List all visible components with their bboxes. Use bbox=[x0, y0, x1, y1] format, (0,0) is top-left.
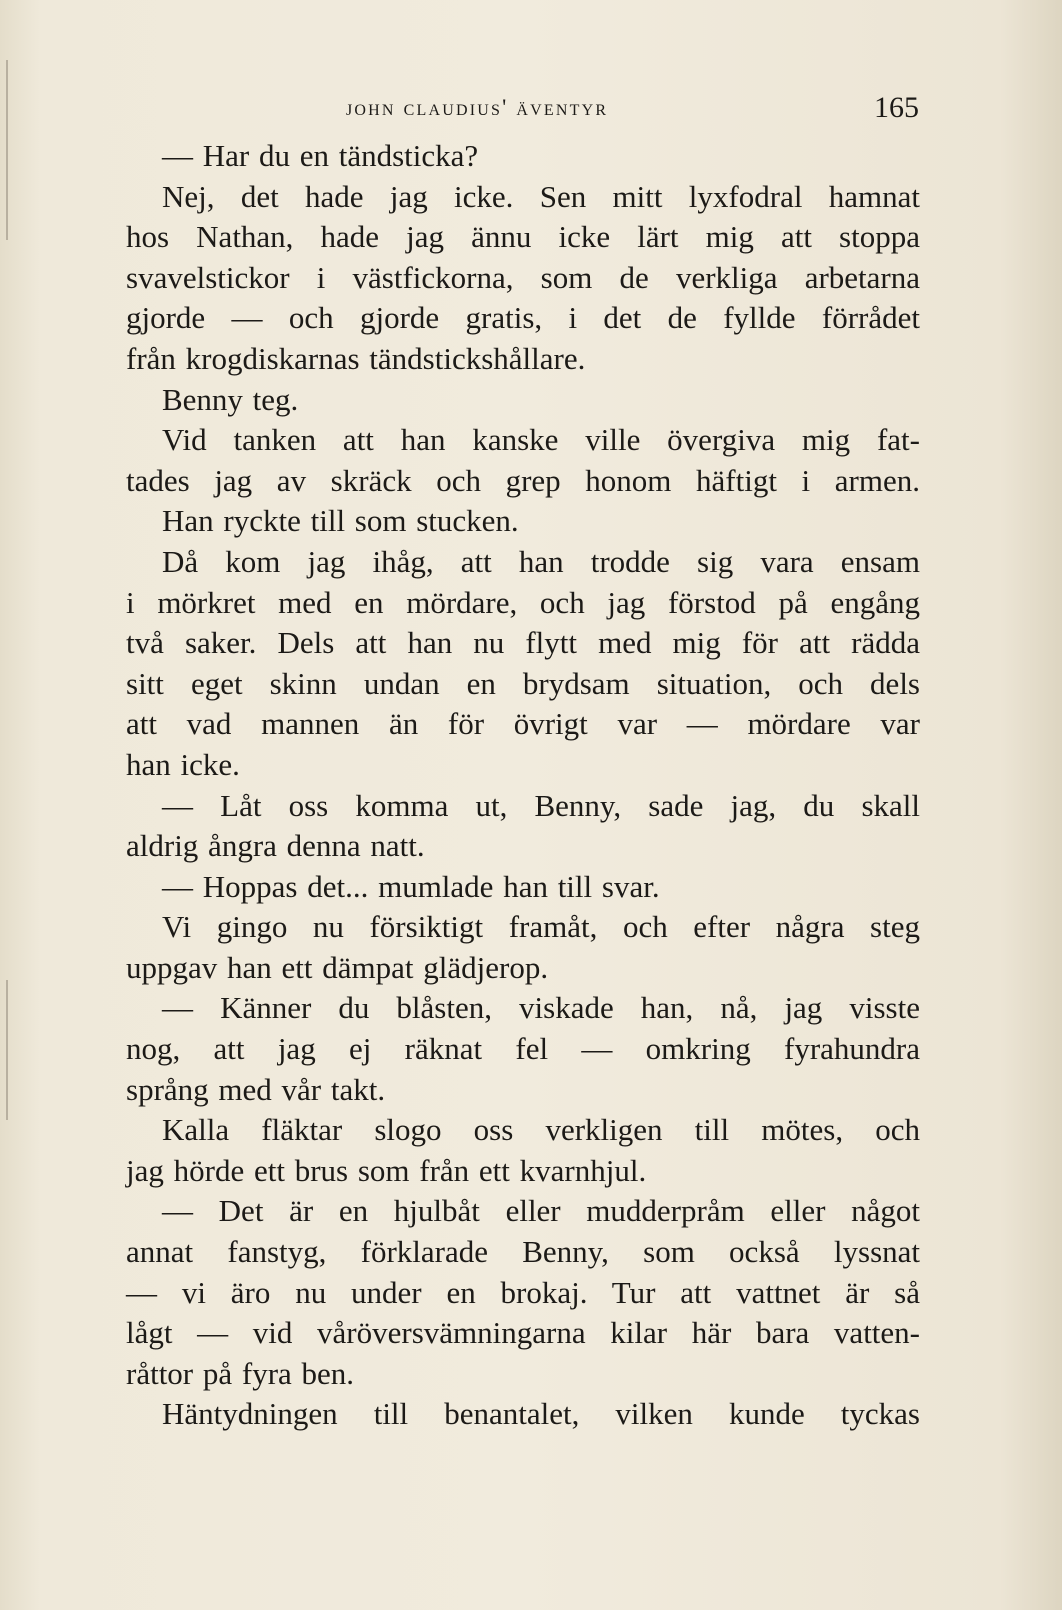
text-line: från krogdiskarnas tändstickshållare. bbox=[126, 340, 586, 376]
page-edge-shadow bbox=[6, 60, 8, 240]
text-line: Han ryckte till som stucken. bbox=[162, 503, 519, 539]
text-line: Då kom jag ihåg, att han trodde sig vara ensam bbox=[162, 543, 920, 579]
text-line: hos Nathan, hade jag ännu icke lärt mig att stoppa bbox=[126, 219, 920, 255]
text-line: tades jag av skräck och grep honom häftigt i armen. bbox=[126, 462, 920, 498]
body-text bbox=[126, 136, 920, 1435]
text-line: — Har du en tändsticka? bbox=[162, 138, 479, 173]
text-line: annat fanstyg, förklarade Benny, som också lyssnat bbox=[126, 1234, 920, 1270]
text-line: han icke. bbox=[126, 746, 240, 782]
text-line: — Hoppas det... mumlade han till svar. bbox=[162, 868, 660, 904]
page-number: 165 bbox=[874, 91, 919, 124]
text-line: sitt eget skinn undan en brydsam situation, och dels bbox=[126, 665, 920, 701]
text-line: Häntydningen till benantalet, vilken kunde tyckas bbox=[162, 1396, 920, 1432]
text-line: Kalla fläktar slogo oss verkligen till mötes, och bbox=[162, 1112, 920, 1148]
page-edge-shadow bbox=[6, 980, 8, 1120]
text-line: nog, att jag ej räknat fel — omkring fyrahundra bbox=[126, 1031, 920, 1067]
text-line: — vi äro nu under en brokaj. Tur att vattnet är så bbox=[126, 1274, 920, 1310]
text-line: svavelstickor i västfickorna, som de verkliga arbetarna bbox=[126, 259, 920, 295]
text-line: två saker. Dels att han nu flytt med mig för att rädda bbox=[126, 625, 920, 661]
text-line: att vad mannen än för övrigt var — mördare var bbox=[126, 706, 920, 742]
text-line: Vid tanken att han kanske ville övergiva mig fat- bbox=[162, 422, 920, 458]
text-line: råttor på fyra ben. bbox=[126, 1355, 355, 1391]
text-line: Benny teg. bbox=[162, 381, 299, 417]
text-line: i mörkret med en mördare, och jag förstod på engång bbox=[126, 584, 920, 620]
text-line: — Känner du blåsten, viskade han, nå, jag visste bbox=[162, 990, 920, 1026]
text-line: aldrig ångra denna natt. bbox=[126, 828, 425, 864]
text-line: språng med vår takt. bbox=[126, 1071, 386, 1107]
page-header bbox=[0, 88, 1062, 128]
text-line: Nej, det hade jag icke. Sen mitt lyxfodral hamnat bbox=[162, 178, 920, 214]
text-line: lågt — vid våröversvämningarna kilar här bara vatten- bbox=[126, 1315, 920, 1351]
text-line: Vi gingo nu försiktigt framåt, och efter några steg bbox=[162, 909, 920, 945]
text-line: — Det är en hjulbåt eller mudderpråm eller något bbox=[162, 1193, 920, 1229]
text-line: gjorde — och gjorde gratis, i det de fyllde förrådet bbox=[126, 300, 920, 336]
running-head: john claudius' äventyr bbox=[346, 95, 609, 120]
text-line: uppgav han ett dämpat glädjerop. bbox=[126, 949, 549, 985]
text-line: jag hörde ett brus som från ett kvarnhjul. bbox=[126, 1152, 647, 1188]
text-line: — Låt oss komma ut, Benny, sade jag, du skall bbox=[162, 787, 920, 823]
